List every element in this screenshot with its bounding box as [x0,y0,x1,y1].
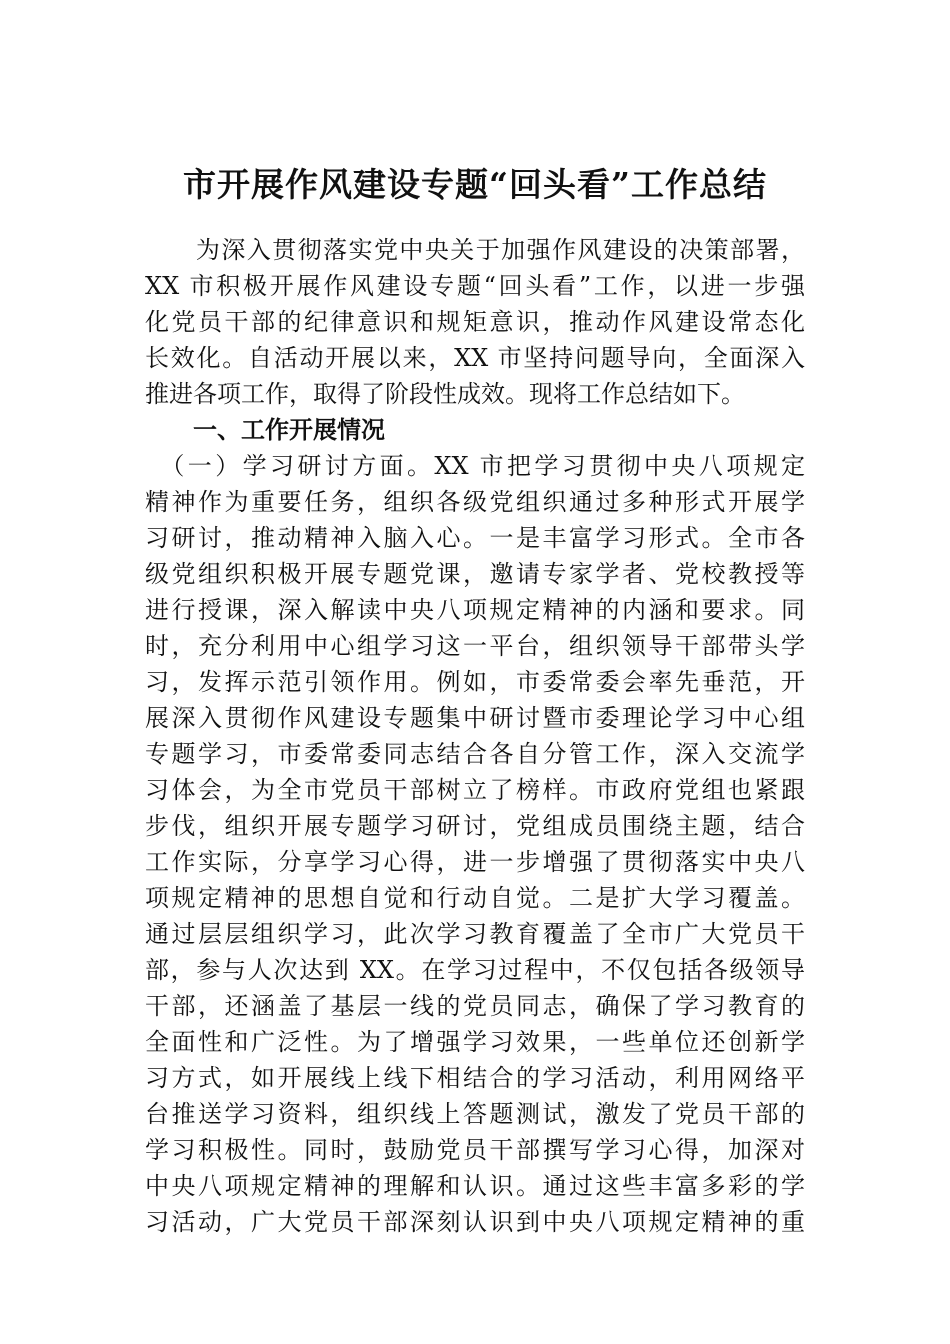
body-line: 习研讨，推动精神入脑入心。一是丰富学习形式。全市各 [145,524,805,552]
body-line: 台推送学习资料，组织线上答题测试，激发了党员干部的 [145,1100,805,1128]
body-line: 项规定精神的思想自觉和行动自觉。二是扩大学习覆盖。 [145,884,805,912]
body-line: 习，发挥示范引领作用。例如，市委常委会率先垂范，开 [145,668,805,696]
body-line: 专题学习，市委常委同志结合各自分管工作，深入交流学 [145,740,805,768]
intro-line: 为深入贯彻落实党中央关于加强作风建设的决策部署， [145,236,805,264]
body-line: 精神作为重要任务，组织各级党组织通过多种形式开展学 [145,488,805,516]
body-line: 通过层层组织学习，此次学习教育覆盖了全市广大党员干 [145,920,805,948]
body-line: 干部，还涵盖了基层一线的党员同志，确保了学习教育的 [145,992,805,1020]
document-title: 市开展作风建设专题“回头看”工作总结 [183,165,767,204]
body-line: 进行授课，深入解读中央八项规定精神的内涵和要求。同 [145,596,805,624]
intro-line: 长效化。自活动开展以来，XX 市坚持问题导向，全面深入 [145,344,805,372]
body-line: （一）学习研讨方面。XX 市把学习贯彻中央八项规定 [145,452,805,480]
section-heading: 一、工作开展情况 [145,416,385,444]
body-line: 工作实际，分享学习心得，进一步增强了贯彻落实中央八 [145,848,805,876]
body-line: 步伐，组织开展专题学习研讨，党组成员围绕主题，结合 [145,812,805,840]
body-line: 展深入贯彻作风建设专题集中研讨暨市委理论学习中心组 [145,704,805,732]
body-line: 习体会，为全市党员干部树立了榜样。市政府党组也紧跟 [145,776,805,804]
intro-line: 推进各项工作，取得了阶段性成效。现将工作总结如下。 [145,380,745,408]
body-line: 时，充分利用中心组学习这一平台，组织领导干部带头学 [145,632,805,660]
intro-line: 化党员干部的纪律意识和规矩意识，推动作风建设常态化 [145,308,805,336]
body-line: 习方式，如开展线上线下相结合的学习活动，利用网络平 [145,1064,805,1092]
body-line: 习活动，广大党员干部深刻认识到中央八项规定精神的重 [145,1208,805,1236]
body-line: 级党组织积极开展专题党课，邀请专家学者、党校教授等 [145,560,805,588]
body-line: 中央八项规定精神的理解和认识。通过这些丰富多彩的学 [145,1172,805,1200]
body-line: 学习积极性。同时，鼓励党员干部撰写学习心得，加深对 [145,1136,805,1164]
body-line: 全面性和广泛性。为了增强学习效果，一些单位还创新学 [145,1028,805,1056]
body-line: 部，参与人次达到 XX。在学习过程中，不仅包括各级领导 [145,956,805,984]
intro-line: XX 市积极开展作风建设专题“回头看”工作，以进一步强 [145,272,805,300]
